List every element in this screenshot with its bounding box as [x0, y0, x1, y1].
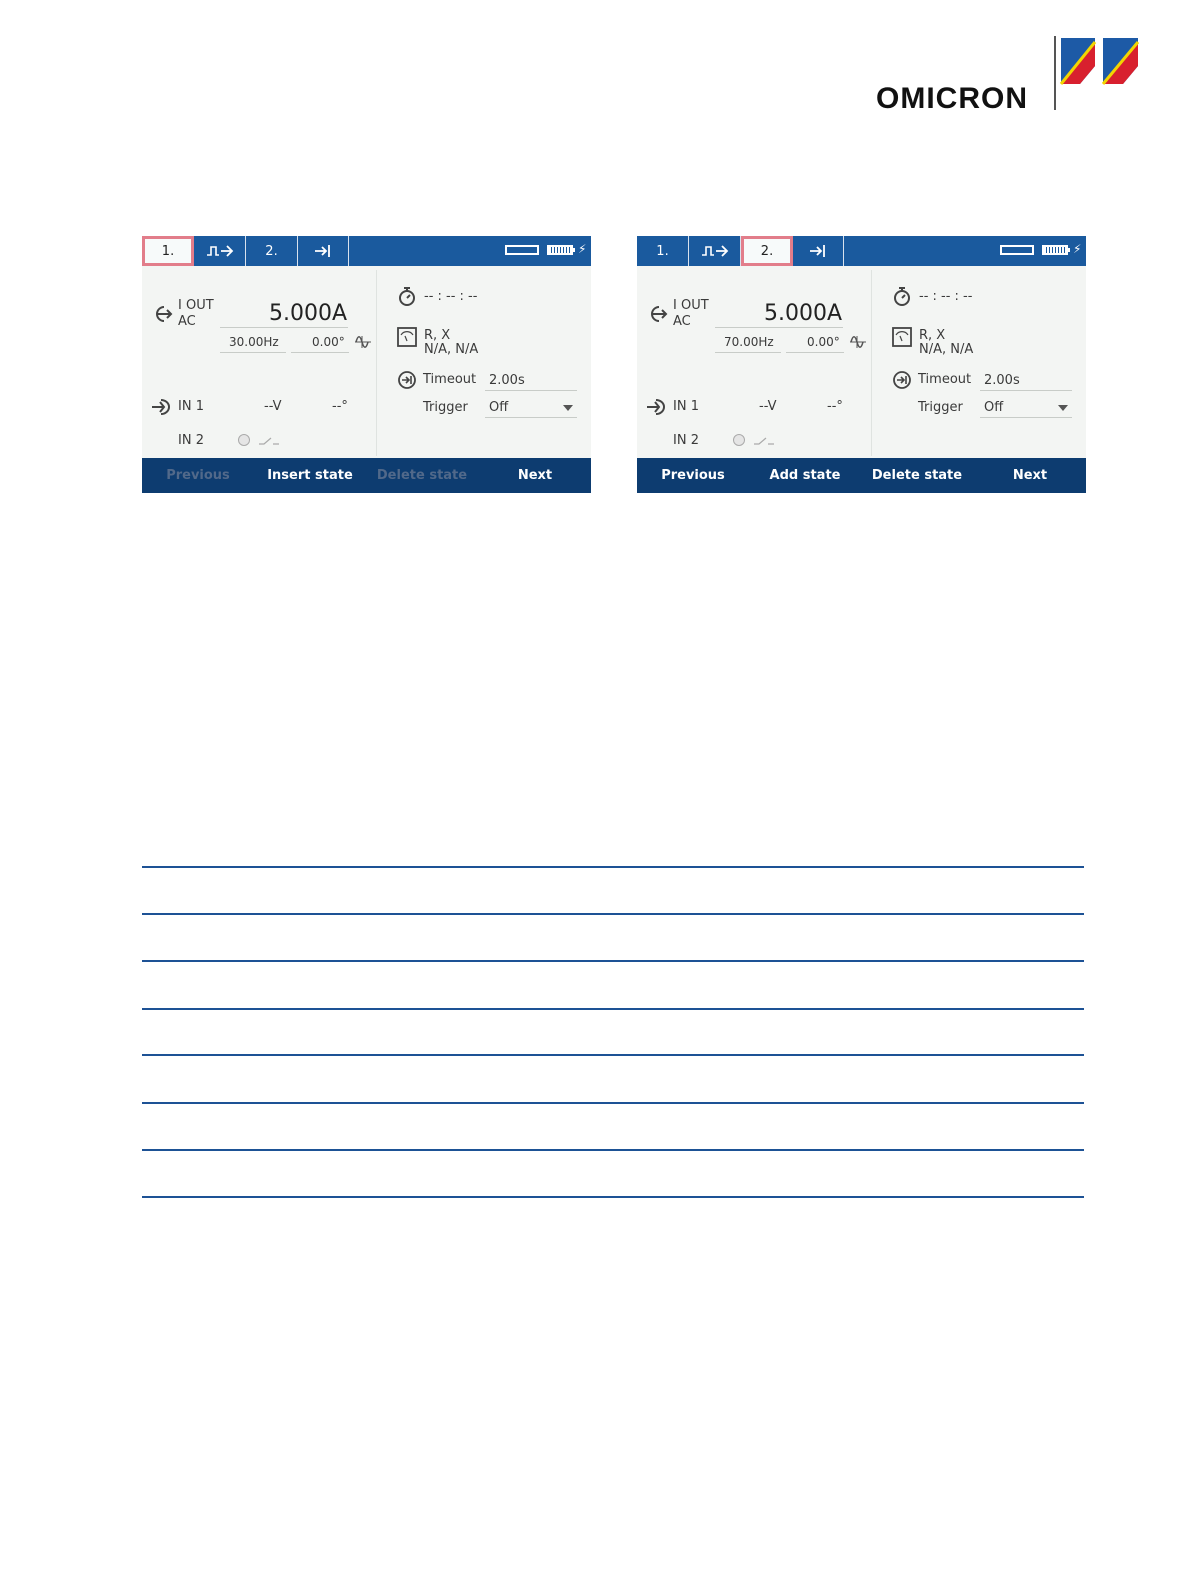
- impedance-value: N/A, N/A: [919, 342, 974, 357]
- trigger-dropdown-icon[interactable]: [1058, 405, 1068, 411]
- device-screen-state-1: [142, 236, 591, 493]
- device-screen-state-2: [637, 236, 1086, 493]
- in1-label: IN 1: [178, 399, 204, 414]
- impedance-meter-icon: [892, 327, 912, 347]
- trigger-underline: [485, 417, 577, 418]
- input-icon: [151, 398, 173, 416]
- table-rule: [142, 1196, 1084, 1198]
- phase-value[interactable]: 0.00°: [312, 335, 345, 349]
- trigger-underline: [980, 417, 1072, 418]
- tab-bar: 1. 2. ⚡: [142, 236, 591, 266]
- elapsed-timer: -- : -- : --: [424, 289, 478, 304]
- next-button[interactable]: Next: [517, 468, 553, 483]
- stopwatch-icon: [893, 286, 911, 306]
- output-icon: [646, 304, 668, 324]
- tab-state-1[interactable]: 1.: [637, 236, 689, 266]
- in1-voltage: --V: [264, 399, 282, 414]
- insert-state-button[interactable]: Insert state: [267, 468, 353, 483]
- in1-angle: --°: [827, 399, 843, 414]
- table-rule: [142, 866, 1084, 868]
- trigger-label: Trigger: [918, 400, 963, 415]
- tab-transition-icon[interactable]: [689, 236, 741, 266]
- logo-divider: [1054, 36, 1056, 110]
- impedance-meter-icon: [397, 327, 417, 347]
- omicron-logo: [876, 36, 1142, 115]
- waveform-icon[interactable]: [354, 335, 372, 349]
- output-amplitude-value[interactable]: 5.000A: [764, 301, 843, 326]
- frequency-underline: [220, 352, 286, 353]
- tab-state-2[interactable]: 2.: [741, 236, 793, 266]
- in1-voltage: --V: [759, 399, 777, 414]
- table-rule: [142, 913, 1084, 915]
- tab-transition-icon[interactable]: [194, 236, 246, 266]
- softkey-bar: [142, 458, 591, 493]
- table-rule: [142, 960, 1084, 962]
- table-rule: [142, 1008, 1084, 1010]
- delete-state-button[interactable]: Delete state: [871, 468, 963, 483]
- timeout-label: Timeout: [423, 372, 477, 387]
- in2-label: IN 2: [178, 433, 204, 448]
- previous-button[interactable]: Previous: [661, 468, 725, 483]
- tab-end-icon[interactable]: [793, 236, 844, 266]
- output-mode: AC: [178, 314, 196, 329]
- impedance-value: N/A, N/A: [424, 342, 479, 357]
- panel-divider: [376, 270, 377, 456]
- next-button[interactable]: Next: [1012, 468, 1048, 483]
- in2-label: IN 2: [673, 433, 699, 448]
- waveform-icon[interactable]: [849, 335, 867, 349]
- trigger-dropdown-icon[interactable]: [563, 405, 573, 411]
- in1-angle: --°: [332, 399, 348, 414]
- timeout-icon: [397, 370, 417, 390]
- in2-status-indicator-icon: [733, 434, 745, 446]
- previous-button[interactable]: Previous: [166, 468, 230, 483]
- impedance-label: R, X: [424, 328, 451, 343]
- trigger-label: Trigger: [423, 400, 468, 415]
- impedance-label: R, X: [919, 328, 946, 343]
- output-amplitude-value[interactable]: 5.000A: [269, 301, 348, 326]
- timeout-value[interactable]: 2.00s: [984, 373, 1020, 388]
- timeout-icon: [892, 370, 912, 390]
- frequency-underline: [715, 352, 781, 353]
- tab-bar: 1. 2. ⚡: [637, 236, 1086, 266]
- panel-divider: [871, 270, 872, 456]
- trigger-select[interactable]: Off: [984, 400, 1004, 415]
- table-rule: [142, 1102, 1084, 1104]
- contact-switch-icon: [258, 436, 280, 446]
- timeout-underline: [485, 390, 577, 391]
- output-label: I OUT: [673, 298, 709, 313]
- timeout-value[interactable]: 2.00s: [489, 373, 525, 388]
- table-rule: [142, 1054, 1084, 1056]
- amplitude-underline: [220, 327, 348, 328]
- contact-switch-icon: [753, 436, 775, 446]
- output-mode: AC: [673, 314, 691, 329]
- amplitude-underline: [715, 327, 843, 328]
- tab-state-2[interactable]: 2.: [246, 236, 298, 266]
- trigger-select[interactable]: Off: [489, 400, 509, 415]
- input-icon: [646, 398, 668, 416]
- add-state-button[interactable]: Add state: [769, 468, 841, 483]
- elapsed-timer: -- : -- : --: [919, 289, 973, 304]
- stopwatch-icon: [398, 286, 416, 306]
- frequency-value[interactable]: 30.00Hz: [229, 335, 279, 349]
- tab-state-1[interactable]: 1.: [142, 236, 194, 266]
- table-rule: [142, 1149, 1084, 1151]
- delete-state-button[interactable]: Delete state: [376, 468, 468, 483]
- in1-label: IN 1: [673, 399, 699, 414]
- in2-status-indicator-icon: [238, 434, 250, 446]
- output-icon: [151, 304, 173, 324]
- tab-end-icon[interactable]: [298, 236, 349, 266]
- frequency-value[interactable]: 70.00Hz: [724, 335, 774, 349]
- output-label: I OUT: [178, 298, 214, 313]
- logo-mark-icon: [1058, 36, 1142, 88]
- softkey-bar: [637, 458, 1086, 493]
- timeout-underline: [980, 390, 1072, 391]
- brand-name: OMICRON: [876, 82, 1028, 115]
- phase-value[interactable]: 0.00°: [807, 335, 840, 349]
- timeout-label: Timeout: [918, 372, 972, 387]
- phase-underline: [291, 352, 349, 353]
- phase-underline: [786, 352, 844, 353]
